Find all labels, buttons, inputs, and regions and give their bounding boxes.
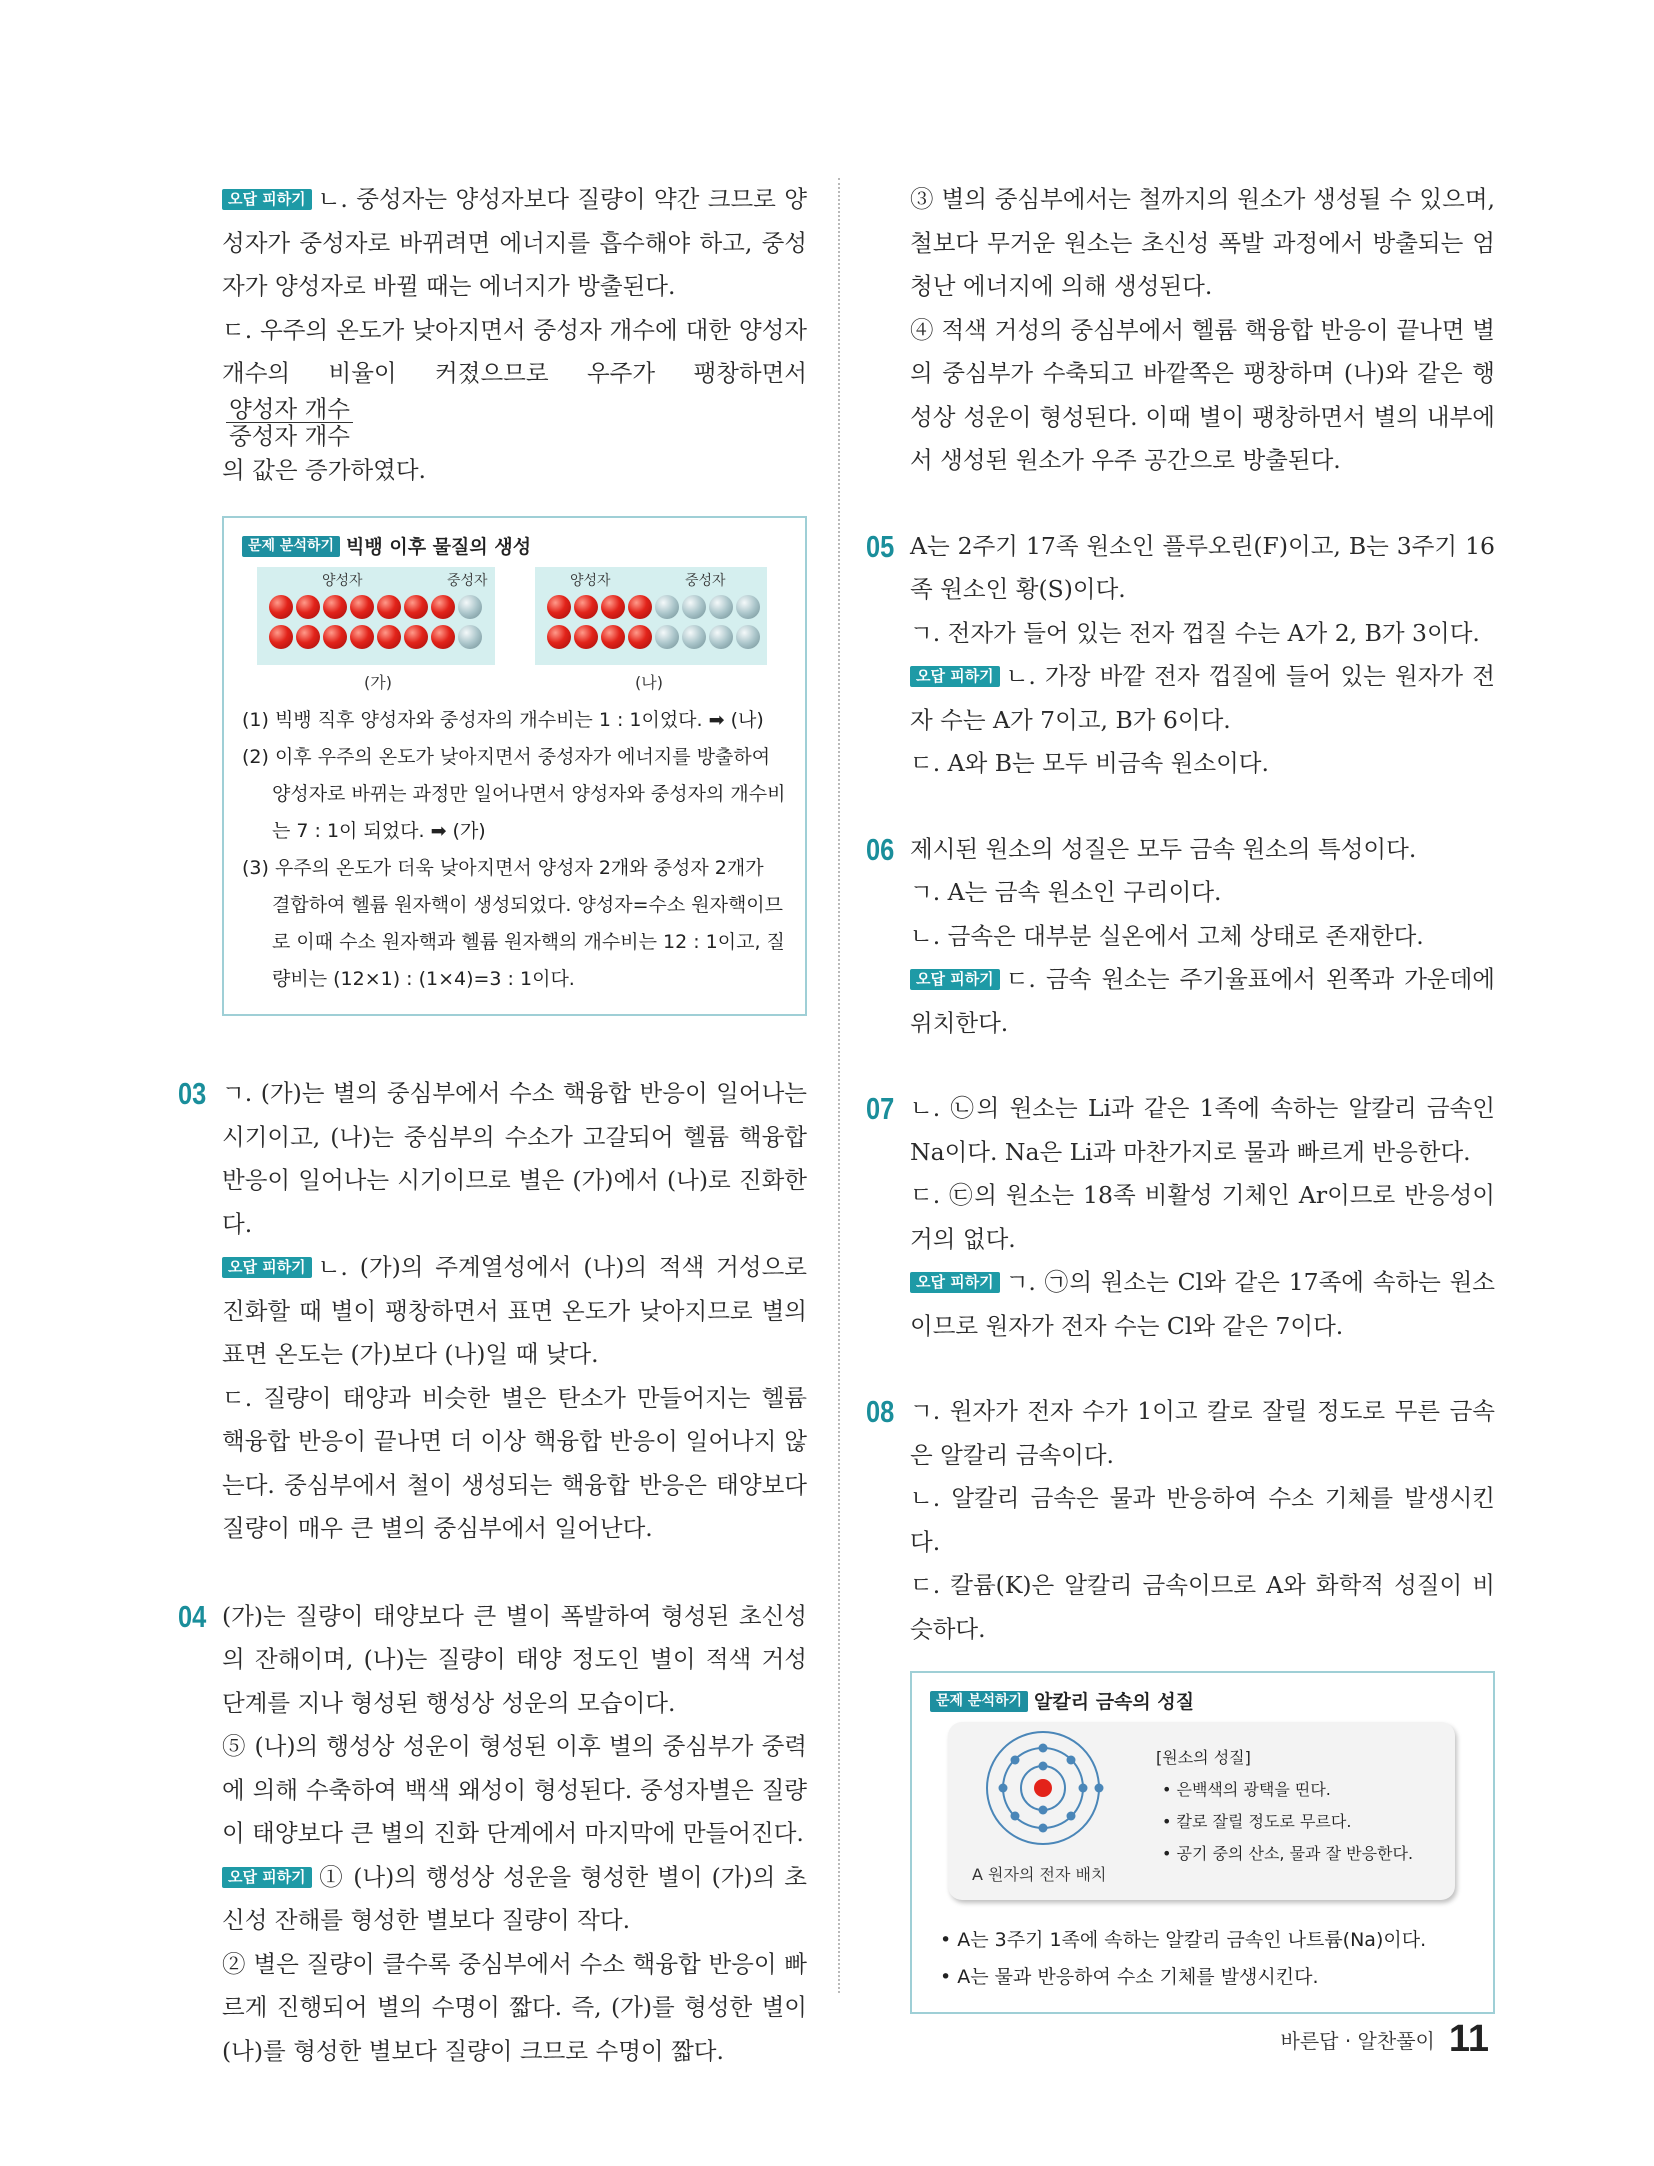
question-07: 07 ㄴ. ㉡의 원소는 Li과 같은 1족에 속하는 알칼리 금속인 Na이다. Na은 Li과 마찬가지로 물과 빠르게 반응한다. ㄷ. ㉢의 원소는 18족 비활성 기체인 Ar이므로 반응성이 거의 없다. 오답 피하기 ㄱ. ㉠의 원소는 Cl와 같은 17족에 속하는 원소이므로 원자가 전자 수는 Cl와 같은 7이다. <box>910 1087 1495 1348</box>
proton-ball <box>628 595 652 619</box>
proton-ball <box>269 595 293 619</box>
neutron-ball <box>682 595 706 619</box>
neutron-ball <box>655 625 679 649</box>
caption-na: (나) <box>635 673 663 692</box>
proton-ball <box>323 595 347 619</box>
page-footer <box>1281 2018 1489 2061</box>
proton-ball <box>431 625 455 649</box>
footer-label: 바른답 · 알찬풀이 <box>1280 2029 1435 2053</box>
neutron-ball <box>682 625 706 649</box>
neutron-ball <box>736 595 760 619</box>
caption-ga: (가) <box>364 673 392 692</box>
atom-card <box>948 1722 1455 1900</box>
analysis-item: (2) 이후 우주의 온도가 낮아지면서 중성자가 에너지를 방출하여 양성자로 바뀌는 과정만 일어나면서 양성자와 중성자의 개수비는 7 : 1이 되었다. ➡ (가) <box>242 746 786 842</box>
panel-ga: 양성자 중성자 <box>257 567 495 665</box>
proton-ball <box>404 625 428 649</box>
right-column <box>866 178 1495 2014</box>
intro-paragraph-3: 의 값은 증가하였다. <box>222 455 427 484</box>
continued-paragraph: ④ 적색 거성의 중심부에서 헬륨 핵융합 반응이 끝나면 별의 중심부가 수축되고 바깥쪽은 팽창하며 (나)와 같은 행성상 성운이 형성된다. 이때 별이 팽창하면서 별의 내부에서 생성된 원소가 우주 공간으로 방출된다. <box>910 315 1495 474</box>
proton-ball <box>404 595 428 619</box>
question-number: 08 <box>866 1394 895 1429</box>
neutron-ball <box>736 625 760 649</box>
tag-badge: 오답 피하기 <box>222 189 312 210</box>
question-number: 06 <box>866 831 895 867</box>
analysis-box-title: 문제 분석하기 빅뱅 이후 물질의 생성 <box>242 532 787 559</box>
neutron-ball <box>458 595 482 619</box>
page-number: 11 <box>1448 2018 1489 2060</box>
analysis-bullets <box>940 1922 1475 1996</box>
bullet-item: • A는 3주기 1족에 속하는 알칼리 금속인 나트륨(Na)이다. <box>940 1929 1427 1951</box>
fraction: $\frac{\text{양성자 개수}}{\text{중성자 개수}}$ <box>226 396 353 449</box>
question-06: 06 제시된 원소의 성질은 모두 금속 원소의 특성이다. ㄱ. A는 금속 원소인 구리이다. ㄴ. 금속은 대부분 실온에서 고체 상태로 존재한다. 오답 피하기 ㄷ. 금속 원소는 주기율표에서 왼쪽과 가운데에 위치한다. <box>910 828 1495 1046</box>
left-column <box>178 178 807 2073</box>
proton-ball <box>350 595 374 619</box>
electron-configuration-diagram <box>968 1728 1118 1858</box>
question-number: 04 <box>178 1598 207 1634</box>
continued-paragraph: ③ 별의 중심부에서는 철까지의 원소가 생성될 수 있으며, 철보다 무거운 원소는 초신성 폭발 과정에서 방출되는 엄청난 에너지에 의해 생성된다. <box>910 185 1495 300</box>
analysis-item: (1) 빅뱅 직후 양성자와 중성자의 개수비는 1 : 1이었다. ➡ (나) <box>242 709 764 731</box>
proton-ball <box>628 625 652 649</box>
proton-ball <box>323 625 347 649</box>
analysis-list <box>242 702 787 998</box>
proton-ball <box>431 595 455 619</box>
proton-ball <box>377 595 401 619</box>
question-number: 05 <box>866 528 895 564</box>
proton-ball <box>601 595 625 619</box>
proton-ball <box>547 625 571 649</box>
intro-paragraph-1: 오답 피하기 ㄴ. 중성자는 양성자보다 질량이 약간 크므로 양성자가 중성자로 바뀌려면 에너지를 흡수해야 하고, 중성자가 양성자로 바뀔 때는 에너지가 방출된다. <box>222 185 807 300</box>
proton-ball <box>547 595 571 619</box>
neutron-ball <box>458 625 482 649</box>
question-number: 07 <box>866 1091 895 1126</box>
proton-ball <box>350 625 374 649</box>
analysis-box-title: 문제 분석하기 알칼리 금속의 성질 <box>930 1687 1475 1714</box>
properties-list: [원소의 성질] • 은백색의 광택을 띤다. • 칼로 잘릴 정도로 무르다. • 공기 중의 산소, 물과 잘 반응한다. <box>1156 1748 1414 1863</box>
intro-paragraph-2: ㄷ. 우주의 온도가 낮아지면서 중성자 개수에 대한 양성자 개수의 비율이 커졌으므로 우주가 팽창하면서 $\frac{\text{양성자 개수}}{\text{중성자 개수}}$ <box>222 315 807 450</box>
column-divider <box>838 178 840 1993</box>
question-03: 03 ㄱ. (가)는 별의 중심부에서 수소 핵융합 반응이 일어나는 시기이고, (나)는 중심부의 수소가 고갈되어 헬륨 핵융합 반응이 일어나는 시기이므로 별은 (가)에서 (나)로 진화한다. 오답 피하기 ㄴ. (가)의 주계열성에서 (나)의 적색 거성으로 진화할 때 별이 팽창하면서 표면 온도가 낮아지므로 별의 표면 온도는 (가)보다 (나)일 때 낮다. ㄷ. 질량이 태양과 비슷한 별은 탄소가 만들어지는 헬륨 핵융합 반응이 끝나면 더 이상 핵융합 반응이 일어나지 않는다. 중심부에서 철이 생성되는 핵융합 반응은 태양보다 질량이 매우 큰 별의 중심부에서 일어난다. <box>222 1072 807 1551</box>
proton-ball <box>377 625 401 649</box>
nucleon-figure <box>242 567 787 692</box>
question-04: 04 (가)는 질량이 태양보다 큰 별이 폭발하여 형성된 초신성의 잔해이며, (나)는 질량이 태양 정도인 별이 적색 거성 단계를 지나 형성된 행성상 성운의 모습이다. ⑤ (나)의 행성상 성운이 형성된 이후 별의 중심부가 중력에 의해 수축하여 백색 왜성이 형성된다. 중성자별은 질량이 태양보다 큰 별의 진화 단계에서 마지막에 만들어진다. 오답 피하기 ① (나)의 행성상 성운을 형성한 별이 (가)의 초신성 잔해를 형성한 별보다 질량이 작다. ② 별은 질량이 클수록 중심부에서 수소 핵융합 반응이 빠르게 진행되어 별의 수명이 짧다. 즉, (가)를 형성한 별이 (나)를 형성한 별보다 질량이 크므로 수명이 짧다. <box>222 1595 807 2074</box>
atom-caption: A 원자의 전자 배치 <box>972 1865 1107 1884</box>
neutron-ball <box>709 595 733 619</box>
analysis-item: (3) 우주의 온도가 더욱 낮아지면서 양성자 2개와 중성자 2개가 결합하여 헬륨 원자핵이 생성되었다. 양성자=수소 원자핵이므로 이때 수소 원자핵과 헬륨 원자핵의 개수비는 12 : 1이고, 질량비는 (12×1) : (1×4)=3 : 1이다. <box>242 857 785 990</box>
question-08: 08 ㄱ. 원자가 전자 수가 1이고 칼로 잘릴 정도로 무른 금속은 알칼리 금속이다. ㄴ. 알칼리 금속은 물과 반응하여 수소 기체를 발생시킨다. ㄷ. 칼륨(K)은 알칼리 금속이므로 A와 화학적 성질이 비슷하다. <box>910 1390 1495 1651</box>
question-number: 03 <box>178 1076 207 1111</box>
proton-ball <box>574 595 598 619</box>
bullet-item: • A는 물과 반응하여 수소 기체를 발생시킨다. <box>940 1966 1319 1988</box>
proton-ball <box>296 595 320 619</box>
neutron-ball <box>655 595 679 619</box>
proton-ball <box>269 625 293 649</box>
proton-ball <box>601 625 625 649</box>
neutron-ball <box>709 625 733 649</box>
proton-ball <box>296 625 320 649</box>
proton-ball <box>574 625 598 649</box>
question-05: 05 A는 2주기 17족 원소인 플루오린(F)이고, B는 3주기 16족 원소인 황(S)이다. ㄱ. 전자가 들어 있는 전자 껍질 수는 A가 2, B가 3이다. 오답 피하기 ㄴ. 가장 바깥 전자 껍질에 들어 있는 원자가 전자 수는 A가 7이고, B가 6이다. ㄷ. A와 B는 모두 비금속 원소이다. <box>910 525 1495 786</box>
analysis-box-bigbang <box>222 516 807 1016</box>
panel-na: 양성자 중성자 <box>535 567 767 665</box>
analysis-box-alkali <box>910 1671 1495 2014</box>
